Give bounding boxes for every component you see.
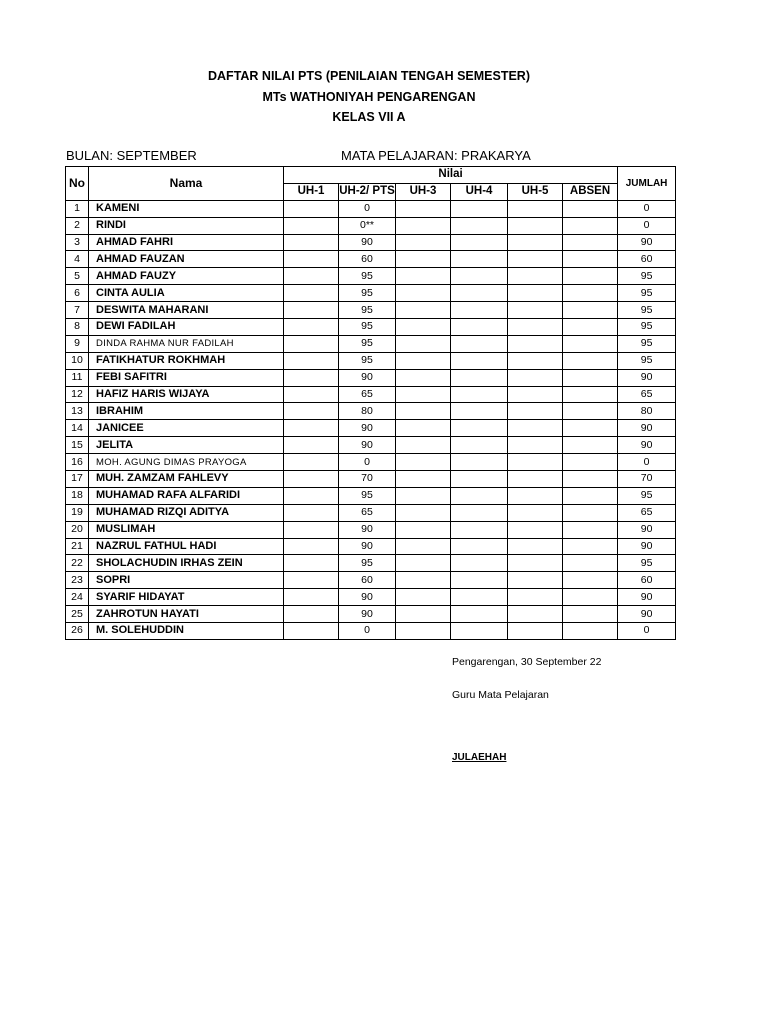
row-number: 26 <box>66 623 89 640</box>
table-row <box>66 403 676 420</box>
score-uh2-pts: 90 <box>339 234 396 251</box>
row-number: 19 <box>66 504 89 521</box>
table-row <box>66 538 676 555</box>
total-score: 65 <box>618 386 676 403</box>
score-uh2-pts: 65 <box>339 386 396 403</box>
total-score: 0 <box>618 623 676 640</box>
absence <box>563 369 618 386</box>
score-uh1 <box>284 302 339 319</box>
score-uh3 <box>396 319 451 336</box>
score-uh4 <box>451 319 508 336</box>
score-uh3 <box>396 386 451 403</box>
row-number: 18 <box>66 487 89 504</box>
absence <box>563 319 618 336</box>
student-name: IBRAHIM <box>89 403 284 420</box>
student-name: MUHAMAD RAFA ALFARIDI <box>89 487 284 504</box>
score-uh5 <box>508 454 563 471</box>
table-row <box>66 504 676 521</box>
row-number: 15 <box>66 437 89 454</box>
score-uh5 <box>508 437 563 454</box>
table-row <box>66 352 676 369</box>
row-number: 20 <box>66 521 89 538</box>
header-no: No <box>66 167 89 201</box>
score-uh2-pts: 0 <box>339 200 396 217</box>
total-score: 65 <box>618 504 676 521</box>
score-uh1 <box>284 285 339 302</box>
score-uh4 <box>451 504 508 521</box>
student-name: MUHAMAD RIZQI ADITYA <box>89 504 284 521</box>
score-uh4 <box>451 521 508 538</box>
score-uh5 <box>508 352 563 369</box>
row-number: 17 <box>66 471 89 488</box>
row-number: 13 <box>66 403 89 420</box>
score-uh5 <box>508 386 563 403</box>
score-uh2-pts: 0** <box>339 217 396 234</box>
score-uh4 <box>451 403 508 420</box>
score-uh5 <box>508 200 563 217</box>
score-uh4 <box>451 487 508 504</box>
header-uh4: UH-4 <box>451 183 508 200</box>
score-uh3 <box>396 251 451 268</box>
student-name: CINTA AULIA <box>89 285 284 302</box>
score-uh3 <box>396 302 451 319</box>
absence <box>563 285 618 302</box>
row-number: 7 <box>66 302 89 319</box>
score-uh3 <box>396 369 451 386</box>
score-uh2-pts: 90 <box>339 437 396 454</box>
student-name: MUH. ZAMZAM FAHLEVY <box>89 471 284 488</box>
score-uh5 <box>508 487 563 504</box>
table-row <box>66 521 676 538</box>
total-score: 90 <box>618 369 676 386</box>
teacher-name: JULAEHAH <box>452 752 507 763</box>
score-uh5 <box>508 623 563 640</box>
absence <box>563 623 618 640</box>
grades-table <box>65 166 676 640</box>
score-uh5 <box>508 538 563 555</box>
absence <box>563 589 618 606</box>
document-title-block <box>0 66 738 128</box>
score-uh2-pts: 0 <box>339 454 396 471</box>
student-name: NAZRUL FATHUL HADI <box>89 538 284 555</box>
score-uh3 <box>396 572 451 589</box>
score-uh5 <box>508 217 563 234</box>
total-score: 60 <box>618 572 676 589</box>
total-score: 90 <box>618 437 676 454</box>
table-row <box>66 302 676 319</box>
student-name: DINDA RAHMA NUR FADILAH <box>89 335 284 352</box>
table-row <box>66 555 676 572</box>
table-row <box>66 251 676 268</box>
score-uh3 <box>396 487 451 504</box>
student-name: DESWITA MAHARANI <box>89 302 284 319</box>
score-uh4 <box>451 589 508 606</box>
score-uh4 <box>451 437 508 454</box>
score-uh2-pts: 95 <box>339 555 396 572</box>
absence <box>563 251 618 268</box>
absence <box>563 403 618 420</box>
score-uh5 <box>508 302 563 319</box>
total-score: 80 <box>618 403 676 420</box>
score-uh2-pts: 95 <box>339 319 396 336</box>
absence <box>563 487 618 504</box>
row-number: 2 <box>66 217 89 234</box>
score-uh4 <box>451 572 508 589</box>
absence <box>563 420 618 437</box>
student-name: DEWI FADILAH <box>89 319 284 336</box>
score-uh3 <box>396 200 451 217</box>
score-uh3 <box>396 234 451 251</box>
total-score: 95 <box>618 352 676 369</box>
score-uh1 <box>284 268 339 285</box>
score-uh5 <box>508 285 563 302</box>
table-header <box>66 167 676 201</box>
score-uh3 <box>396 403 451 420</box>
score-uh4 <box>451 285 508 302</box>
student-name: SYARIF HIDAYAT <box>89 589 284 606</box>
table-row <box>66 623 676 640</box>
score-uh2-pts: 60 <box>339 572 396 589</box>
score-uh1 <box>284 471 339 488</box>
month-label: BULAN: SEPTEMBER <box>66 148 197 163</box>
total-score: 70 <box>618 471 676 488</box>
row-number: 6 <box>66 285 89 302</box>
score-uh3 <box>396 589 451 606</box>
score-uh5 <box>508 251 563 268</box>
score-uh2-pts: 0 <box>339 623 396 640</box>
score-uh1 <box>284 454 339 471</box>
score-uh5 <box>508 504 563 521</box>
score-uh3 <box>396 538 451 555</box>
student-name: AHMAD FAUZAN <box>89 251 284 268</box>
score-uh5 <box>508 234 563 251</box>
row-number: 12 <box>66 386 89 403</box>
table-row <box>66 319 676 336</box>
absence <box>563 200 618 217</box>
total-score: 0 <box>618 200 676 217</box>
score-uh1 <box>284 335 339 352</box>
absence <box>563 268 618 285</box>
table-row <box>66 572 676 589</box>
score-uh5 <box>508 268 563 285</box>
score-uh1 <box>284 319 339 336</box>
score-uh1 <box>284 200 339 217</box>
score-uh4 <box>451 268 508 285</box>
score-uh4 <box>451 606 508 623</box>
total-score: 95 <box>618 335 676 352</box>
score-uh1 <box>284 606 339 623</box>
student-name: ZAHROTUN HAYATI <box>89 606 284 623</box>
row-number: 3 <box>66 234 89 251</box>
table-row <box>66 335 676 352</box>
score-uh3 <box>396 623 451 640</box>
header-total: JUMLAH <box>618 167 676 201</box>
teacher-role: Guru Mata Pelajaran <box>452 689 549 701</box>
student-name: SHOLACHUDIN IRHAS ZEIN <box>89 555 284 572</box>
student-name: AHMAD FAHRI <box>89 234 284 251</box>
score-uh1 <box>284 589 339 606</box>
row-number: 10 <box>66 352 89 369</box>
score-uh5 <box>508 555 563 572</box>
score-uh2-pts: 95 <box>339 352 396 369</box>
score-uh1 <box>284 369 339 386</box>
row-number: 22 <box>66 555 89 572</box>
total-score: 95 <box>618 285 676 302</box>
score-uh4 <box>451 217 508 234</box>
score-uh1 <box>284 386 339 403</box>
score-uh3 <box>396 420 451 437</box>
score-uh1 <box>284 555 339 572</box>
row-number: 5 <box>66 268 89 285</box>
total-score: 60 <box>618 251 676 268</box>
score-uh2-pts: 90 <box>339 606 396 623</box>
score-uh2-pts: 95 <box>339 335 396 352</box>
total-score: 90 <box>618 420 676 437</box>
table-row <box>66 589 676 606</box>
score-uh2-pts: 65 <box>339 504 396 521</box>
table-row <box>66 606 676 623</box>
score-uh4 <box>451 555 508 572</box>
score-uh1 <box>284 251 339 268</box>
score-uh3 <box>396 285 451 302</box>
score-uh3 <box>396 606 451 623</box>
table-row <box>66 285 676 302</box>
score-uh4 <box>451 234 508 251</box>
score-uh4 <box>451 471 508 488</box>
score-uh1 <box>284 487 339 504</box>
school-name: MTs WATHONIYAH PENGARENGAN <box>262 89 476 104</box>
score-uh2-pts: 90 <box>339 420 396 437</box>
total-score: 95 <box>618 319 676 336</box>
header-uh2-pts: UH-2/ PTS <box>339 183 396 200</box>
score-uh4 <box>451 623 508 640</box>
score-uh4 <box>451 369 508 386</box>
score-uh2-pts: 90 <box>339 369 396 386</box>
total-score: 90 <box>618 589 676 606</box>
row-number: 23 <box>66 572 89 589</box>
table-row <box>66 268 676 285</box>
table-row <box>66 437 676 454</box>
score-uh4 <box>451 454 508 471</box>
total-score: 90 <box>618 234 676 251</box>
total-score: 95 <box>618 268 676 285</box>
total-score: 0 <box>618 454 676 471</box>
absence <box>563 521 618 538</box>
absence <box>563 538 618 555</box>
table-body <box>66 200 676 639</box>
score-uh5 <box>508 335 563 352</box>
table-row <box>66 420 676 437</box>
table-row <box>66 217 676 234</box>
score-uh3 <box>396 555 451 572</box>
total-score: 90 <box>618 521 676 538</box>
score-uh1 <box>284 521 339 538</box>
score-uh4 <box>451 538 508 555</box>
absence <box>563 302 618 319</box>
score-uh1 <box>284 538 339 555</box>
header-absen: ABSEN <box>563 183 618 200</box>
score-uh3 <box>396 335 451 352</box>
score-uh3 <box>396 352 451 369</box>
header-score-group: Nilai <box>284 167 618 184</box>
score-uh3 <box>396 437 451 454</box>
row-number: 21 <box>66 538 89 555</box>
score-uh2-pts: 70 <box>339 471 396 488</box>
total-score: 90 <box>618 538 676 555</box>
score-uh1 <box>284 217 339 234</box>
score-uh4 <box>451 335 508 352</box>
table-row <box>66 200 676 217</box>
total-score: 0 <box>618 217 676 234</box>
score-uh1 <box>284 572 339 589</box>
score-uh2-pts: 95 <box>339 268 396 285</box>
score-uh4 <box>451 302 508 319</box>
absence <box>563 437 618 454</box>
score-uh3 <box>396 521 451 538</box>
absence <box>563 471 618 488</box>
subject-label: MATA PELAJARAN: PRAKARYA <box>341 148 531 163</box>
table-row <box>66 487 676 504</box>
absence <box>563 572 618 589</box>
score-uh1 <box>284 420 339 437</box>
score-uh2-pts: 95 <box>339 285 396 302</box>
place-date: Pengarengan, 30 September 22 <box>452 656 602 668</box>
row-number: 8 <box>66 319 89 336</box>
score-uh2-pts: 90 <box>339 538 396 555</box>
score-uh5 <box>508 471 563 488</box>
absence <box>563 217 618 234</box>
student-name: FATIKHATUR ROKHMAH <box>89 352 284 369</box>
total-score: 95 <box>618 487 676 504</box>
absence <box>563 234 618 251</box>
score-uh5 <box>508 521 563 538</box>
table-row <box>66 386 676 403</box>
score-uh4 <box>451 420 508 437</box>
score-uh5 <box>508 572 563 589</box>
row-number: 4 <box>66 251 89 268</box>
absence <box>563 335 618 352</box>
score-uh5 <box>508 606 563 623</box>
score-uh2-pts: 95 <box>339 302 396 319</box>
score-uh3 <box>396 268 451 285</box>
header-name: Nama <box>89 167 284 201</box>
header-uh3: UH-3 <box>396 183 451 200</box>
student-name: M. SOLEHUDDIN <box>89 623 284 640</box>
class-name: KELAS VII A <box>332 110 406 124</box>
score-uh4 <box>451 251 508 268</box>
total-score: 95 <box>618 302 676 319</box>
score-uh5 <box>508 403 563 420</box>
row-number: 11 <box>66 369 89 386</box>
student-name: HAFIZ HARIS WIJAYA <box>89 386 284 403</box>
score-uh3 <box>396 471 451 488</box>
student-name: JANICEE <box>89 420 284 437</box>
score-uh2-pts: 60 <box>339 251 396 268</box>
table-row <box>66 234 676 251</box>
student-name: FEBI SAFITRI <box>89 369 284 386</box>
score-uh2-pts: 90 <box>339 589 396 606</box>
absence <box>563 504 618 521</box>
student-name: MOH. AGUNG DIMAS PRAYOGA <box>89 454 284 471</box>
score-uh3 <box>396 454 451 471</box>
score-uh1 <box>284 437 339 454</box>
document-title: DAFTAR NILAI PTS (PENILAIAN TENGAH SEMESTER) <box>208 69 530 83</box>
total-score: 95 <box>618 555 676 572</box>
score-uh1 <box>284 623 339 640</box>
row-number: 16 <box>66 454 89 471</box>
student-name: KAMENI <box>89 200 284 217</box>
student-name: JELITA <box>89 437 284 454</box>
score-uh1 <box>284 504 339 521</box>
score-uh3 <box>396 504 451 521</box>
score-uh4 <box>451 386 508 403</box>
absence <box>563 606 618 623</box>
row-number: 25 <box>66 606 89 623</box>
row-number: 1 <box>66 200 89 217</box>
score-uh5 <box>508 319 563 336</box>
row-number: 9 <box>66 335 89 352</box>
absence <box>563 555 618 572</box>
absence <box>563 386 618 403</box>
student-name: SOPRI <box>89 572 284 589</box>
score-uh3 <box>396 217 451 234</box>
score-uh5 <box>508 420 563 437</box>
score-uh5 <box>508 589 563 606</box>
score-uh2-pts: 90 <box>339 521 396 538</box>
absence <box>563 352 618 369</box>
score-uh1 <box>284 234 339 251</box>
table-row <box>66 471 676 488</box>
score-uh1 <box>284 352 339 369</box>
student-name: AHMAD FAUZY <box>89 268 284 285</box>
row-number: 24 <box>66 589 89 606</box>
student-name: MUSLIMAH <box>89 521 284 538</box>
header-uh1: UH-1 <box>284 183 339 200</box>
score-uh4 <box>451 352 508 369</box>
header-uh5: UH-5 <box>508 183 563 200</box>
absence <box>563 454 618 471</box>
student-name: RINDI <box>89 217 284 234</box>
score-uh5 <box>508 369 563 386</box>
table-row <box>66 454 676 471</box>
score-uh4 <box>451 200 508 217</box>
table-row <box>66 369 676 386</box>
score-uh1 <box>284 403 339 420</box>
row-number: 14 <box>66 420 89 437</box>
score-uh2-pts: 95 <box>339 487 396 504</box>
total-score: 90 <box>618 606 676 623</box>
score-uh2-pts: 80 <box>339 403 396 420</box>
